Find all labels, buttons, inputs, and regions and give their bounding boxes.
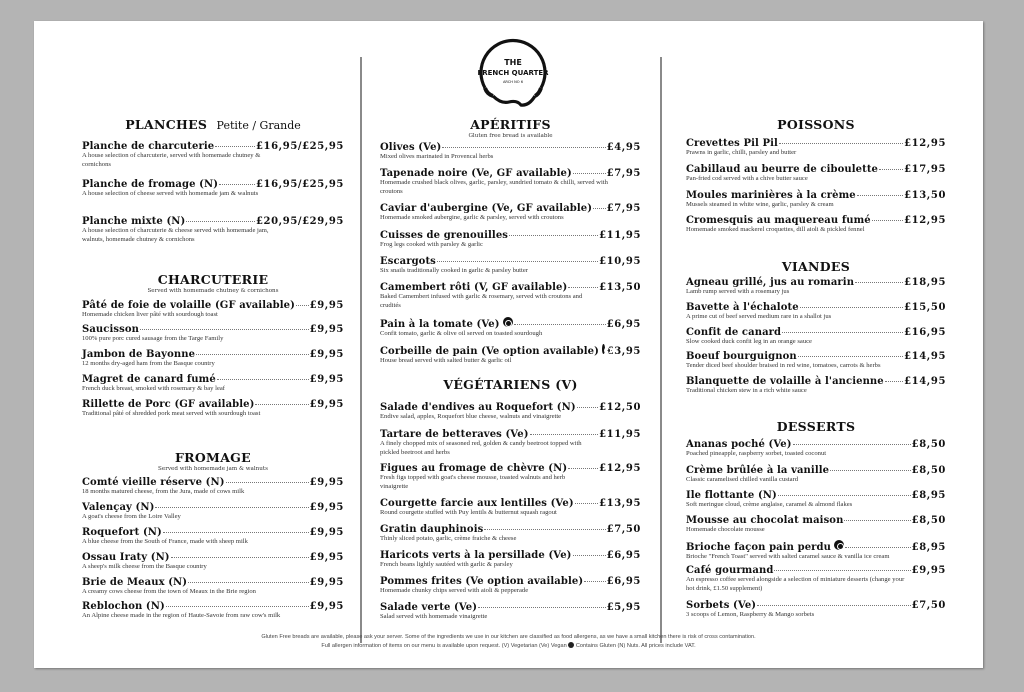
allergen-footer — [34, 633, 983, 651]
svg-text:ARCH NO 6: ARCH NO 6 — [502, 80, 524, 84]
menu-item: Camembert rôti (V, GF available) £13,50 Baked Camembert infused with garlic & rosemary, served with croutons and crudités — [380, 282, 641, 309]
section-aperitifs — [380, 117, 641, 139]
menu-item: Planche de fromage (N) £16,95/£25,95 A house selection of cheese served with homemade jam & walnuts — [82, 179, 344, 197]
section-planches — [82, 117, 344, 132]
section-title: FROMAGE — [175, 450, 251, 465]
footer-line-2: Full allergen information of items on our menu is available upon request. (V) Vegetarian (Ve) Vegan Contains Gluten (N) Nuts. All prices include VAT. — [321, 643, 696, 649]
menu-item: Tartare de betteraves (Ve) £11,95 A finely chopped mix of seasoned red, golden & candy beetroot topped with pickled beetroot and herbs — [380, 429, 641, 456]
section-viandes — [686, 259, 946, 274]
menu-item: Boeuf bourguignon £14,95 Tender diced beef shoulder braised in red wine, tomatoes, carrots & herbs — [686, 351, 946, 369]
section-subtitle: Served with homemade chutney & cornichons — [147, 288, 279, 294]
menu-item: Pommes frites (Ve option available) £6,95 Homemade chunky chips served with aioli & pepperade — [380, 576, 641, 594]
menu-item: Blanquette de volaille à l'ancienne £14,95 Traditional chicken stew in a rich white sauce — [686, 376, 946, 394]
menu-page — [34, 21, 983, 668]
svg-text:FRENCH QUARTER: FRENCH QUARTER — [477, 69, 549, 77]
menu-item: Cromesquis au maquereau fumé £12,95 Homemade smoked mackerel croquettes, dill aioli & pickled fennel — [686, 215, 946, 233]
section-poissons — [686, 117, 946, 132]
logo-ring-icon — [471, 30, 555, 114]
menu-item: Planche de charcuterie £16,95/£25,95 A house selection of charcuterie, served with homemade chutney & cornichons — [82, 141, 344, 168]
section-fromage — [82, 450, 344, 472]
menu-item: Salade d'endives au Roquefort (N) £12,50 Endive salad, apples, Roquefort blue cheese, walnuts and vinaigrette — [380, 402, 641, 420]
svg-text:THE: THE — [504, 58, 522, 67]
menu-item: Ananas poché (Ve) £8,50 Poached pineapple, raspberry sorbet, toasted coconut — [686, 439, 946, 457]
menu-item: Caviar d'aubergine (Ve, GF available) £7,95 Homemade smoked aubergine, garlic & parsley, served with croutons — [380, 203, 641, 221]
menu-item: Haricots verts à la persillade (Ve) £6,95 French beans lightly sautéed with garlic & parsley — [380, 550, 641, 568]
footer-line-1: Gluten Free breads are available, please ask your server. Some of the ingredients we use in our kitchen are classified as food allergens, as we have a small kitchen there is risk of cross contamination. — [261, 634, 756, 640]
menu-item: Crème brûlée à la vanille £8,50 Classic caramelised chilled vanilla custard — [686, 465, 946, 483]
section-title: VÉGÉTARIENS (V) — [443, 377, 578, 392]
menu-item: Café gourmand £9,95 An espresso coffee served alongside a selection of miniature desserts (change your hot drink, £1.50 supplement) — [686, 565, 946, 592]
menu-item: Pâté de foie de volaille (GF available) £9,95 Homemade chicken liver pâté with sourdough toast — [82, 300, 344, 318]
menu-item: Crevettes Pil Pil £12,95 Prawns in garlic, chilli, parsley and butter — [686, 138, 946, 156]
menu-item: Olives (Ve) £4,95 Mixed olives marinated in Provencal herbs — [380, 142, 641, 160]
menu-item: Valençay (N) £9,95 A goat's cheese from the Loire Valley — [82, 502, 344, 520]
section-charcuterie — [82, 272, 344, 294]
menu-item: Comté vieille réserve (N) £9,95 18 months matured cheese, from the Jura, made of cows milk — [82, 477, 344, 495]
gluten-icon — [568, 642, 574, 648]
section-subtitle: Served with homemade jam & walnuts — [158, 466, 268, 472]
menu-item: Rillette de Porc (GF available) £9,95 Traditional pâté of shredded pork meat served with sourdough toast — [82, 399, 344, 417]
menu-item: Salade verte (Ve) £5,95 Salad served with homemade vinaigrette — [380, 602, 641, 620]
section-title: CHARCUTERIE — [157, 272, 269, 287]
menu-item: Bavette à l'échalote £15,50 A prime cut of beef served medium rare in a shallot jus — [686, 302, 946, 320]
column-divider-right — [660, 57, 662, 643]
menu-item: Reblochon (N) £9,95 An Alpine cheese made in the region of Haute-Savoie from raw cow's milk — [82, 601, 344, 619]
menu-item: Brioche façon pain perdu £8,95 Brioche "French Toast" served with salted caramel sauce & vanilla ice cream — [686, 542, 946, 560]
menu-item: Saucisson £9,95 100% pure porc cured sausage from the Targe Family — [82, 324, 344, 342]
menu-item: Cuisses de grenouilles £11,95 Frog legs cooked with parsley & garlic — [380, 230, 641, 248]
section-title: POISSONS — [777, 117, 855, 132]
french-quarter-logo — [471, 30, 555, 114]
menu-item: Cabillaud au beurre de ciboulette £17,95 Pan-fried cod served with a chive butter sauce — [686, 164, 946, 182]
menu-item: Confit de canard £16,95 Slow cooked duck confit leg in an orange sauce — [686, 327, 946, 345]
menu-item: Magret de canard fumé £9,95 French duck breast, smoked with rosemary & bay leaf — [82, 374, 344, 392]
section-desserts — [686, 419, 946, 434]
menu-item: Ile flottante (N) £8,95 Soft meringue cloud, crème anglaise, caramel & almond flakes — [686, 490, 946, 508]
section-vegetariens — [380, 377, 641, 392]
menu-item: Agneau grillé, jus au romarin £18,95 Lamb rump served with a rosemary jus — [686, 277, 946, 295]
section-subtitle: Gluten free bread is available — [468, 133, 553, 139]
menu-item: Courgette farcie aux lentilles (Ve) £13,95 Round courgette stuffed with Puy lentils & butternut squash ragout — [380, 498, 641, 516]
section-title: PLANCHES Petite / Grande — [125, 117, 301, 132]
menu-item: Escargots £10,95 Six snails traditionally cooked in garlic & parsley butter — [380, 256, 641, 274]
menu-item: Roquefort (N) £9,95 A blue cheese from the South of France, made with sheep milk — [82, 527, 344, 545]
menu-item: Corbeille de pain (Ve option available) £3,95 House bread served with salted butter & garlic oil — [380, 346, 641, 364]
menu-item: Tapenade noire (Ve, GF available) £7,95 Homemade crushed black olives, garlic, parsley, sundried tomato & chilli, served with croutons — [380, 168, 641, 195]
menu-item: Figues au fromage de chèvre (N) £12,95 Fresh figs topped with goat's cheese mousse, toasted walnuts and herb vinaigrette — [380, 463, 641, 490]
menu-item: Moules marinières à la crème £13,50 Mussels steamed in white wine, garlic, parsley & cream — [686, 190, 946, 208]
menu-item: Brie de Meaux (N) £9,95 A creamy cows cheese from the town of Meaux in the Brie region — [82, 577, 344, 595]
gluten-icon — [602, 344, 605, 354]
menu-item: Gratin dauphinois £7,50 Thinly sliced potato, garlic, crème fraiche & cheese — [380, 524, 641, 542]
menu-item: Sorbets (Ve) £7,50 3 scoops of Lemon, Raspberry & Mango sorbets — [686, 600, 946, 618]
menu-item: Pain à la tomate (Ve) £6,95 Confit tomato, garlic & olive oil served on toasted sourdough — [380, 319, 641, 337]
column-divider-left — [360, 57, 362, 643]
gluten-icon — [834, 540, 844, 550]
menu-item: Ossau Iraty (N) £9,95 A sheep's milk cheese from the Basque country — [82, 552, 344, 570]
gluten-icon — [503, 317, 513, 327]
menu-item: Jambon de Bayonne £9,95 12 months dry-aged ham from the Basque country — [82, 349, 344, 367]
section-title: DESSERTS — [776, 419, 856, 434]
menu-item: Mousse au chocolat maison £8,50 Homemade chocolate mousse — [686, 515, 946, 533]
menu-item: Planche mixte (N) £20,95/£29,95 A house selection of charcuterie & cheese served with homemade jam, walnuts, homemade chutney & cornichons — [82, 216, 344, 243]
section-title: VIANDES — [781, 259, 851, 274]
section-title: APÉRITIFS — [470, 117, 551, 132]
